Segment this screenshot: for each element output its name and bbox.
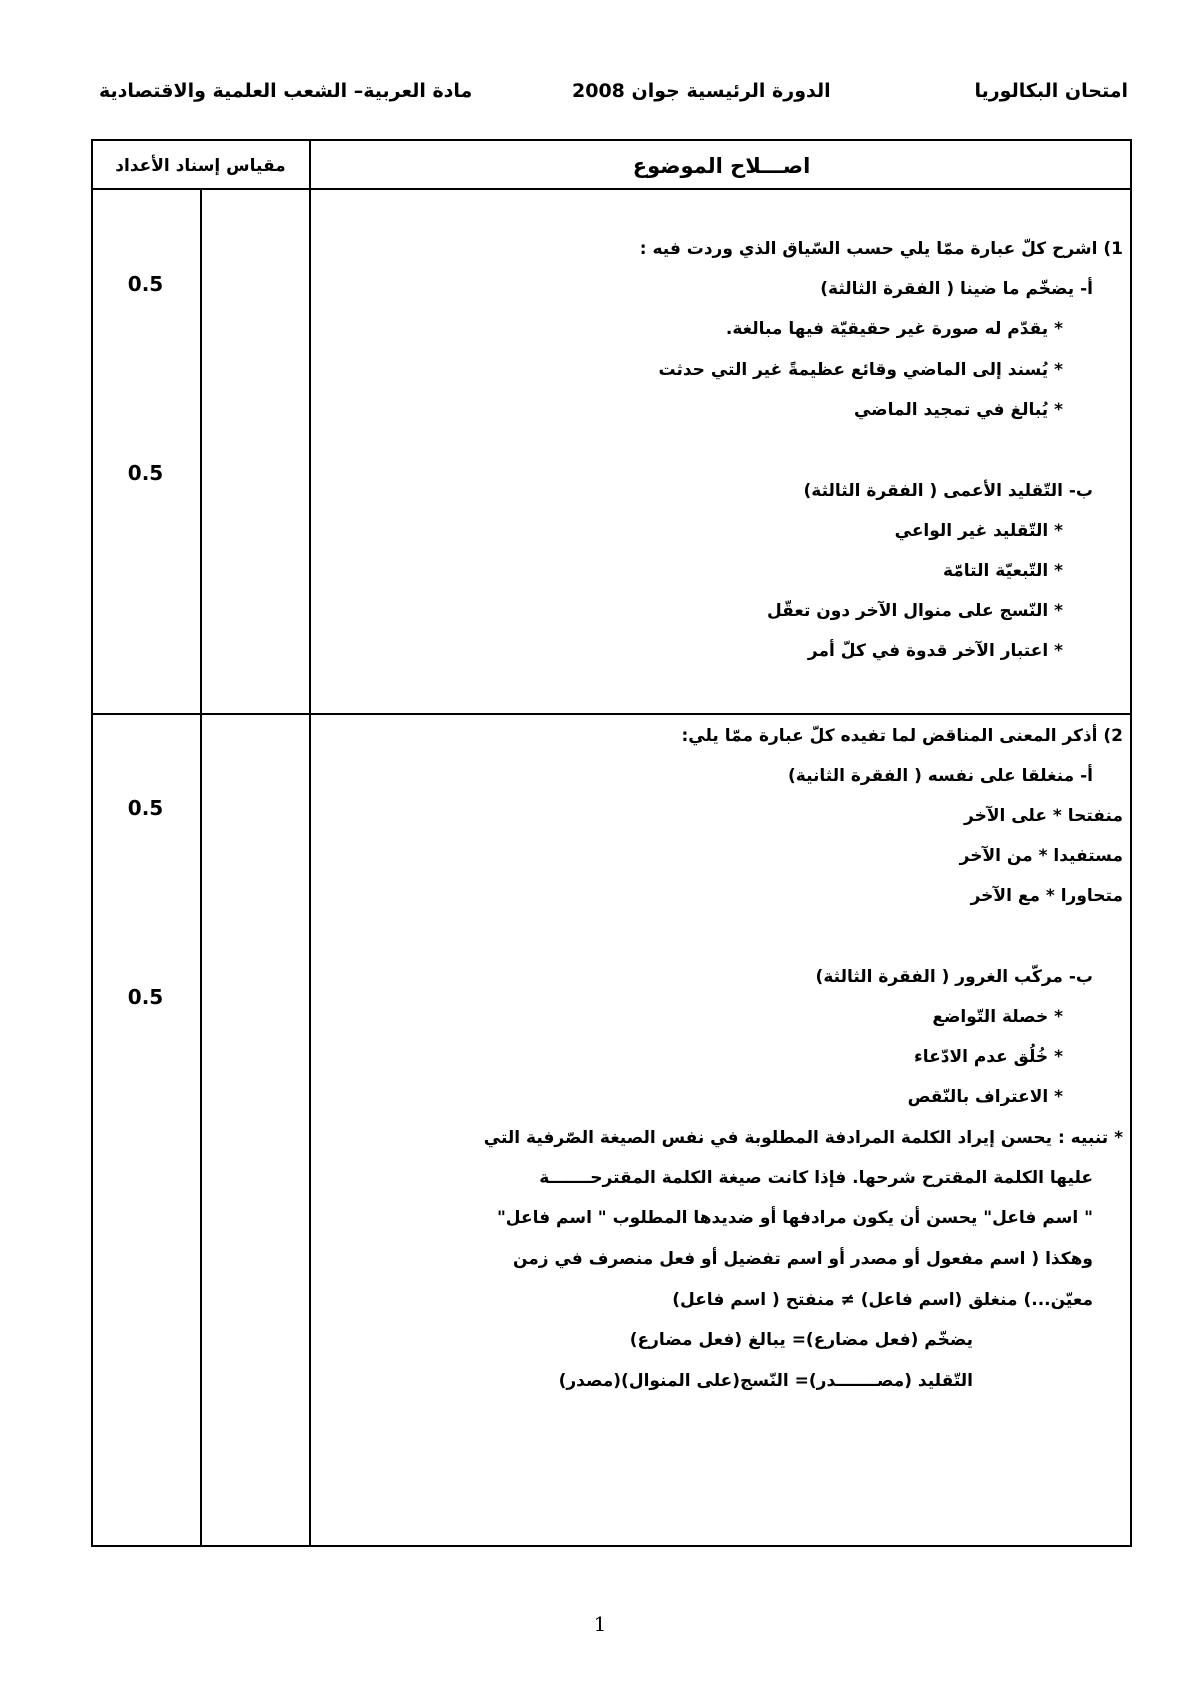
correction-header: اصـــلاح الموضوع xyxy=(632,154,811,178)
score-q2b: 0.5 xyxy=(127,985,164,1009)
score-q2a: 0.5 xyxy=(127,796,164,820)
q2-a-item: مستفيدا * من الآخر xyxy=(959,846,1123,866)
q2-b-heading: ب- مركّب الغرور ( الفقرة الثالثة) xyxy=(815,967,1093,987)
exam-subject: مادة العربية– الشعب العلمية والاقتصادية xyxy=(99,80,473,102)
correction-table xyxy=(91,139,1132,1547)
score-q1b: 0.5 xyxy=(127,461,164,485)
scale-header: مقياس إسناد الأعداد xyxy=(115,156,286,176)
note-line: عليها الكلمة المقترح شرحها. فإذا كانت صيغة الكلمة المقترحـــــــة xyxy=(539,1168,1093,1188)
table-header-divider xyxy=(91,188,1132,190)
q1-b-item: * اعتبار الآخر قدوة في كلّ أمر xyxy=(807,641,1063,661)
note-line: التّقليد (مصـــــــدر)= النّسج(على المنوال)(مصدر) xyxy=(558,1371,973,1391)
note-line: معيّن...) منغلق (اسم فاعل) ≠ منفتح ( اسم فاعل) xyxy=(672,1290,1093,1310)
exam-session: الدورة الرئيسية جوان 2008 xyxy=(572,80,831,102)
q2-title: 2) أذكر المعنى المناقض لما تفيده كلّ عبارة ممّا يلي: xyxy=(681,726,1123,746)
note-line: وهكذا ( اسم مفعول أو مصدر أو اسم تفضيل أو فعل منصرف في زمن xyxy=(512,1249,1093,1269)
q2-a-item: منفتحا * على الآخر xyxy=(964,806,1123,826)
page-number: 1 xyxy=(593,1612,607,1636)
note-line: يضخّم (فعل مضارع)= يبالغ (فعل مضارع) xyxy=(629,1330,973,1350)
note-line: " اسم فاعل" يحسن أن يكون مرادفها أو ضديدها المطلوب " اسم فاعل" xyxy=(496,1208,1093,1228)
q1-b-item: * النّسج على منوال الآخر دون تعقّل xyxy=(766,601,1063,621)
q1-b-item: * التّبعيّة التامّة xyxy=(942,561,1063,581)
table-score-subdivider xyxy=(200,188,202,1547)
q1-b-item: * التّقليد غير الواعي xyxy=(894,521,1063,541)
q1-a-item: * يقدّم له صورة غير حقيقيّة فيها مبالغة. xyxy=(725,319,1063,339)
q1-a-item: * يُسند إلى الماضي وقائع عظيمةً غير التي حدثت xyxy=(658,360,1063,380)
q1-a-heading: أ- يضخّم ما ضينا ( الفقرة الثالثة) xyxy=(820,279,1093,299)
q2-b-item: * الاعتراف بالنّقص xyxy=(907,1087,1063,1107)
exam-title: امتحان البكالوريا xyxy=(974,80,1128,102)
q2-b-item: * خُلُق عدم الادّعاء xyxy=(914,1047,1063,1067)
q1-b-heading: ب- التّقليد الأعمى ( الفقرة الثالثة) xyxy=(803,481,1093,501)
table-column-divider xyxy=(309,139,311,1547)
q2-a-item: متحاورا * مع الآخر xyxy=(970,886,1123,906)
q1-title: 1) اشرح كلّ عبارة ممّا يلي حسب السّياق الذي وردت فيه : xyxy=(639,239,1123,259)
table-row-divider xyxy=(91,713,1132,715)
q2-a-heading: أ- منغلقا على نفسه ( الفقرة الثانية) xyxy=(788,766,1093,786)
note-line: * تنبيه : يحسن إيراد الكلمة المرادفة المطلوبة في نفس الصيغة الصّرفية التي xyxy=(483,1128,1123,1148)
q1-a-item: * يُبالغ في تمجيد الماضي xyxy=(853,400,1063,420)
q2-b-item: * خصلة التّواضع xyxy=(932,1007,1063,1027)
score-q1a: 0.5 xyxy=(127,272,164,296)
